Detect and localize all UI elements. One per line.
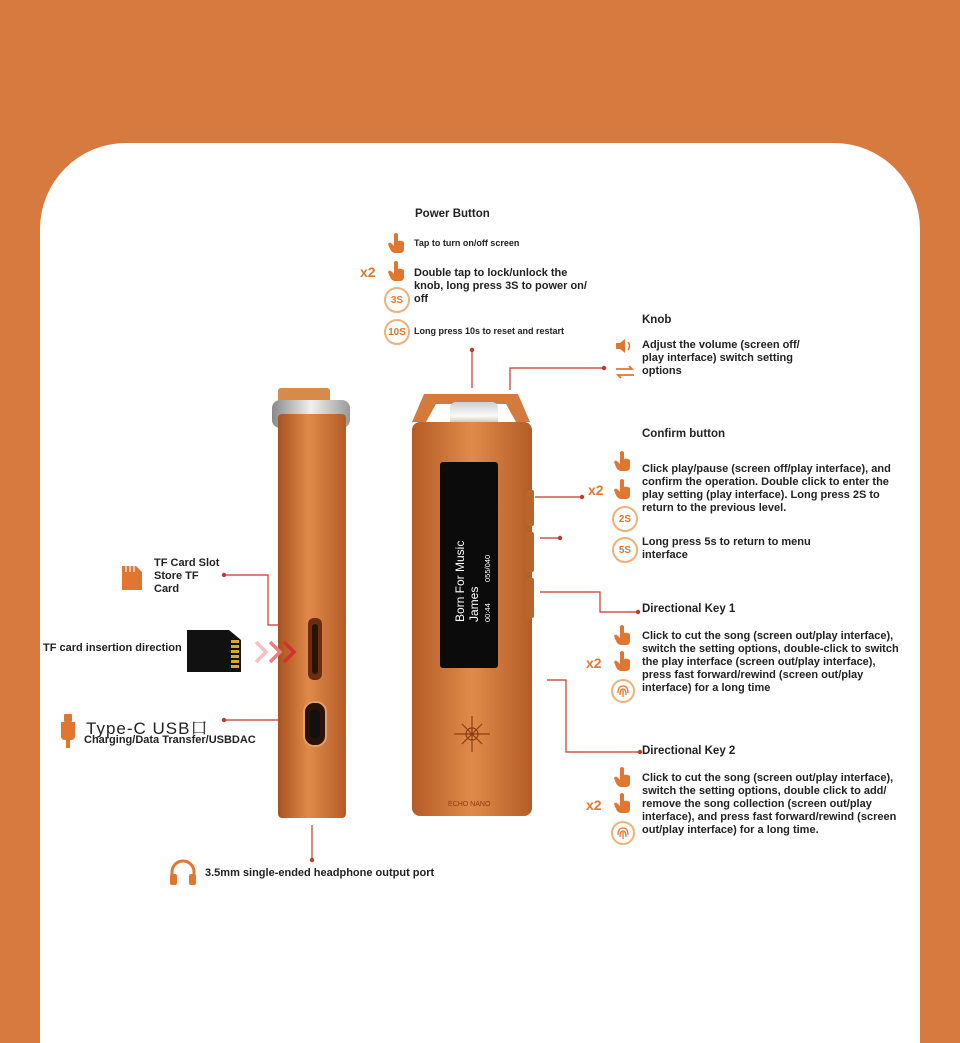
microsd-card-icon	[185, 626, 243, 674]
brand-label: ECHO NANO	[448, 801, 491, 808]
dirkey1-line3: the play interface (screen out/play interface),	[642, 656, 876, 668]
volume-icon	[614, 337, 636, 355]
knob-line3: options	[642, 365, 682, 377]
double-tap-hand-icon	[388, 260, 408, 282]
dirkey2-line3: remove the song collection (screen out/play	[642, 798, 872, 810]
sd-card-icon	[120, 562, 144, 592]
confirm-line5: Long press 5s to return to menu	[642, 536, 811, 548]
double-tap-hand-icon	[614, 792, 634, 814]
screen-artist: James	[467, 586, 481, 622]
tap-hand-icon	[614, 450, 634, 472]
usb-subtitle: Charging/Data Transfer/USBDAC	[84, 734, 256, 746]
dirkey1-line5: interface) for a long time	[642, 682, 771, 694]
tf-insertion-text: TF card insertion direction	[43, 642, 182, 654]
dirkey2-line4: interface), and press fast forward/rewind (screen	[642, 811, 897, 823]
badge-2s-icon: 2S	[612, 506, 638, 532]
double-tap-hand-icon	[614, 650, 634, 672]
dirkey1-line2: switch the setting options, double-click to switch	[642, 643, 899, 655]
tap-hand-icon	[388, 232, 408, 254]
dirkey1-title: Directional Key 1	[642, 603, 736, 615]
dirkey2-line2: switch the setting options, double click to add/	[642, 785, 887, 797]
power-long-press-text: Long press 10s to reset and restart	[414, 326, 565, 336]
power-x2: x2	[360, 264, 376, 280]
screen-elapsed: 00:44	[483, 603, 492, 622]
headphones-icon	[168, 858, 198, 886]
power-double-line1: Double tap to lock/unlock the	[414, 267, 568, 279]
tf-slot-line3: Card	[154, 583, 180, 595]
knob-line2: play interface) switch setting	[642, 352, 793, 364]
tap-hand-icon	[614, 766, 634, 788]
dirkey1-line1: Click to cut the song (screen out/play interface),	[642, 630, 894, 642]
screen-counter: 055/040	[483, 554, 492, 582]
badge-5s-icon: 5S	[612, 537, 638, 563]
dirkey2-line1: Click to cut the song (screen out/play interface),	[642, 772, 894, 784]
headphone-label: 3.5mm single-ended headphone output port	[205, 867, 435, 879]
dirkey1-line4: press fast forward/rewind (screen out/play	[642, 669, 864, 681]
power-tap-text: Tap to turn on/off screen	[414, 238, 520, 248]
confirm-line6: interface	[642, 549, 688, 561]
tap-hand-icon	[614, 624, 634, 646]
badge-3s-icon: 3S	[384, 287, 410, 313]
power-double-line3: off	[414, 293, 429, 305]
dirkey1-x2: x2	[586, 655, 602, 671]
fingerprint-icon	[610, 678, 636, 704]
switch-arrows-icon	[614, 364, 636, 380]
power-button-title: Power Button	[415, 208, 490, 220]
confirm-line4: return to the previous level.	[642, 502, 787, 514]
insertion-arrows-icon	[252, 638, 304, 666]
knob-line1: Adjust the volume (screen off/	[642, 339, 800, 351]
device-side-view	[266, 384, 356, 824]
confirm-title: Confirm button	[642, 428, 726, 440]
usb-title: Type-C USB口	[86, 719, 209, 738]
dirkey2-title: Directional Key 2	[642, 745, 736, 757]
confirm-line1: Click play/pause (screen off/play interface), and	[642, 463, 891, 475]
power-double-line2: knob, long press 3S to power on/	[414, 280, 587, 292]
double-tap-hand-icon	[614, 478, 634, 500]
screen-track: Born For Music	[453, 540, 467, 622]
confirm-line3: play setting (play interface). Long press 2S to	[642, 489, 880, 501]
confirm-x2: x2	[588, 482, 604, 498]
usb-c-cable-icon	[58, 712, 78, 750]
tf-slot-line2: Store TF	[154, 570, 199, 582]
device-front-view	[406, 382, 538, 818]
knob-title: Knob	[642, 314, 672, 326]
dirkey2-line5: out/play interface) for a long time.	[642, 824, 819, 836]
dirkey2-x2: x2	[586, 797, 602, 813]
badge-10s-icon: 10S	[384, 319, 410, 345]
fingerprint-icon	[610, 820, 636, 846]
confirm-line2: confirm the operation. Double click to enter the	[642, 476, 889, 488]
tf-slot-line1: TF Card Slot	[154, 557, 220, 569]
